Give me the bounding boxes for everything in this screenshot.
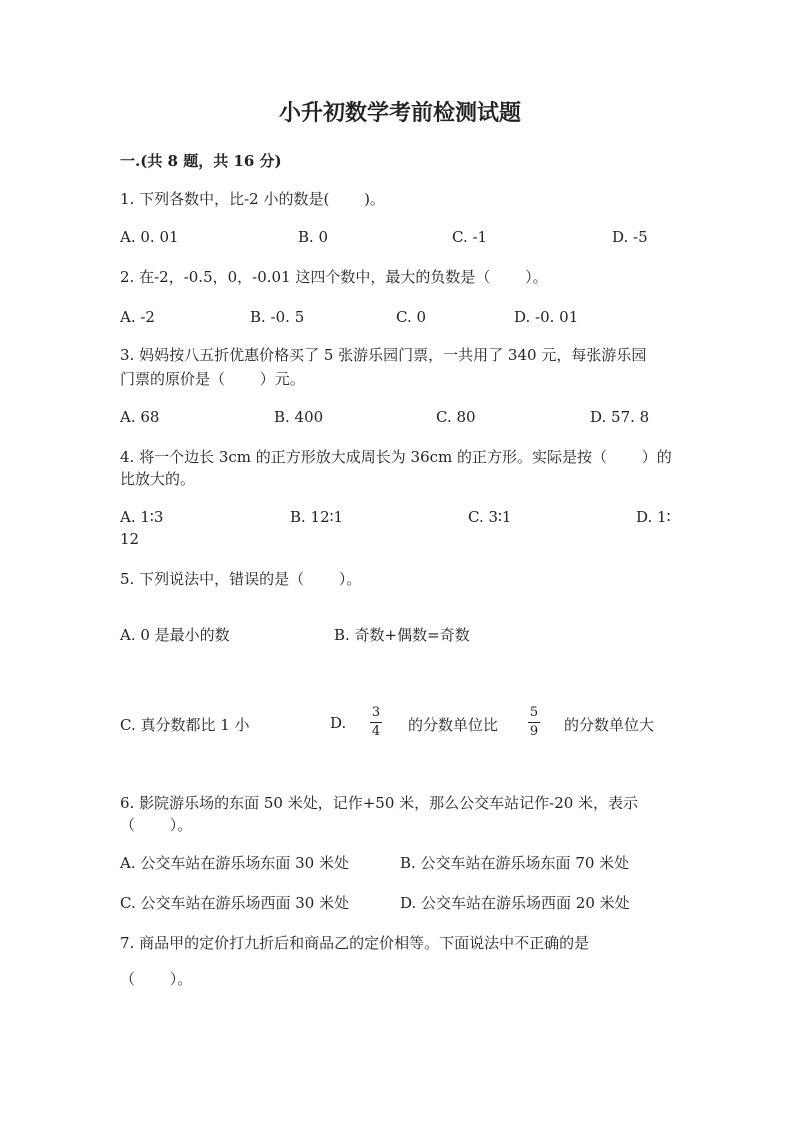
q6-option-b: B. 公交车站在游乐场东面 70 米处 [400,854,630,872]
question-3-line-1: 3. 妈妈按八五折优惠价格买了 5 张游乐园门票，一共用了 340 元，每张游乐园 [120,346,647,364]
q2-option-c: C. 0 [396,308,427,326]
q2-option-a: A. -2 [120,308,155,326]
question-7-line-2: （ ）。 [120,970,193,988]
q4-option-d: D. 1∶ [636,508,671,526]
q1-option-c: C. -1 [452,228,488,246]
q4-option-d-wrap: 12 [120,530,140,548]
q4-option-c: C. 3∶1 [468,508,512,526]
question-4-line-1: 4. 将一个边长 3cm 的正方形放大成周长为 36cm 的正方形。实际是按（ ）的 [120,448,672,466]
q4-option-a: A. 1∶3 [120,508,164,526]
section-heading: 一.(共 8 题，共 16 分) [120,152,282,170]
q1-option-d: D. -5 [612,228,648,246]
fraction-numerator: 5 [529,705,539,720]
question-3-line-2: 门票的原价是（ ）元。 [120,370,305,388]
question-7-line-1: 7. 商品甲的定价打九折后和商品乙的定价相等。下面说法中不正确的是 [120,934,590,952]
q5-option-d-prefix: D. [330,714,347,732]
q6-option-d: D. 公交车站在游乐场西面 20 米处 [400,894,630,912]
q1-option-a: A. 0. 01 [120,228,179,246]
q5-option-c: C. 真分数都比 1 小 [120,716,250,734]
q3-option-d: D. 57. 8 [590,408,650,426]
fraction-five-ninths [528,706,540,739]
fraction-numerator: 3 [371,705,381,720]
question-6-line-2: （ ）。 [120,816,193,834]
question-4-line-2: 比放大的。 [120,470,196,488]
q4-option-b: B. 12∶1 [290,508,344,526]
fraction-bar [528,722,540,723]
question-5: 5. 下列说法中，错误的是（ ）。 [120,570,362,588]
question-1: 1. 下列各数中，比-2 小的数是( )。 [120,190,385,208]
fraction-three-quarters [370,706,382,739]
q3-option-a: A. 68 [120,408,160,426]
q6-option-c: C. 公交车站在游乐场西面 30 米处 [120,894,350,912]
fraction-bar [370,722,382,723]
fraction-denominator: 4 [371,724,381,739]
q5-option-a: A. 0 是最小的数 [120,626,230,644]
question-6-line-1: 6. 影院游乐场的东面 50 米处，记作+50 米，那么公交车站记作-20 米，表示 [120,794,639,812]
q5-option-b: B. 奇数+偶数=奇数 [334,626,470,644]
q6-option-a: A. 公交车站在游乐场东面 30 米处 [120,854,349,872]
q3-option-c: C. 80 [436,408,476,426]
q5-option-d-suffix: 的分数单位大 [564,716,655,734]
q3-option-b: B. 400 [274,408,324,426]
page-title: 小升初数学考前检测试题 [278,100,521,126]
fraction-denominator: 9 [529,724,539,739]
q5-option-d-middle: 的分数单位比 [408,716,499,734]
question-2: 2. 在-2，-0.5，0，-0.01 这四个数中，最大的负数是（ ）。 [120,268,548,286]
q2-option-d: D. -0. 01 [514,308,579,326]
q1-option-b: B. 0 [298,228,329,246]
q2-option-b: B. -0. 5 [250,308,305,326]
